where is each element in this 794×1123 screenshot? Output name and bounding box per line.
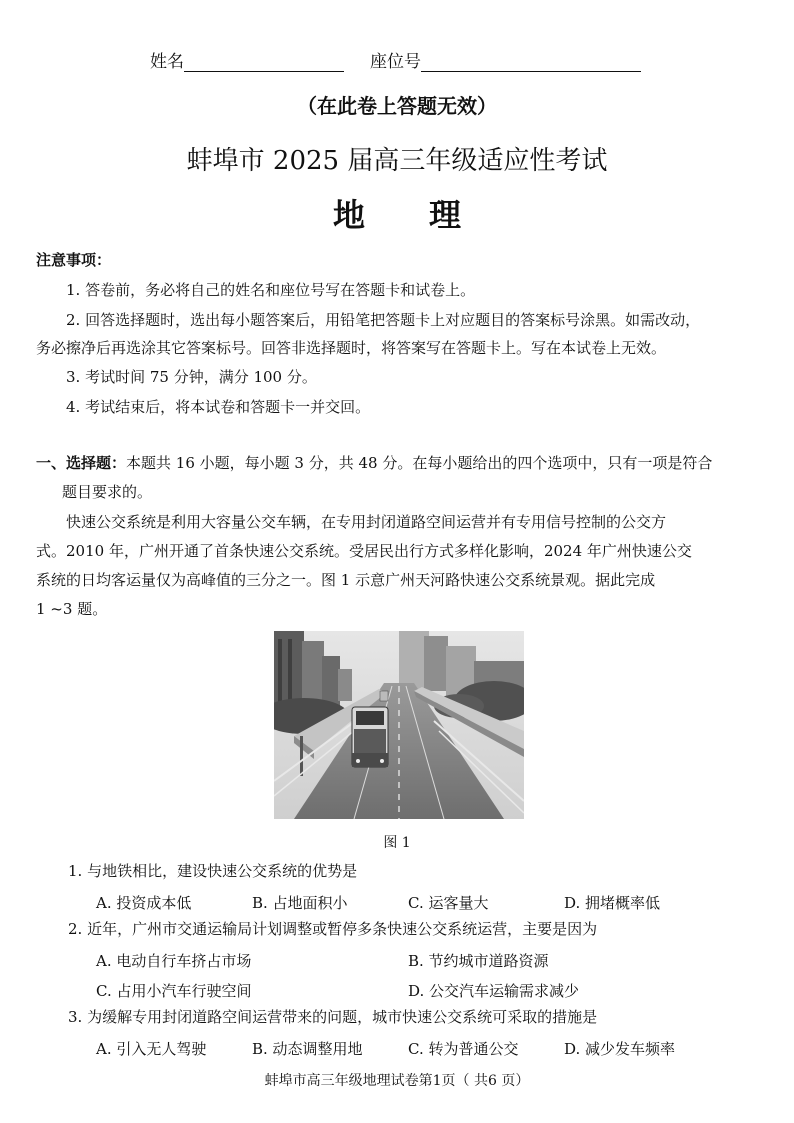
figure-caption: 图 1 bbox=[383, 835, 411, 851]
seat-blank bbox=[421, 53, 641, 72]
notice-item-2-cont: 务必擦净后再选涂其它答案标号。回答非选择题时，将答案写在答题卡上。写在本试卷上无效。 bbox=[36, 339, 667, 357]
question-1-stem: 1. 与地铁相比，建设快速公交系统的优势是 bbox=[68, 862, 358, 880]
q2-option-a: A. 电动自行车挤占市场 bbox=[96, 952, 252, 970]
seat-label: 座位号 bbox=[370, 52, 421, 72]
q3-option-b: B. 动态调整用地 bbox=[252, 1040, 363, 1058]
question-2-stem: 2. 近年，广州市交通运输局计划调整或暂停多条快速公交系统运营，主要是因为 bbox=[68, 920, 598, 938]
name-field bbox=[150, 47, 344, 72]
notice-item-4: 4. 考试结束后，将本试卷和答题卡一并交回。 bbox=[66, 398, 371, 416]
q1-option-c: C. 运客量大 bbox=[408, 894, 489, 912]
passage-line-1: 快速公交系统是利用大容量公交车辆，在专用封闭道路空间运营并有专用信号控制的公交方 bbox=[66, 513, 667, 531]
section-label: 一、选择题： bbox=[36, 454, 127, 472]
q2-option-d: D. 公交汽车运输需求减少 bbox=[408, 982, 580, 1000]
question-3-stem: 3. 为缓解专用封闭道路空间运营带来的问题，城市快速公交系统可采取的措施是 bbox=[68, 1008, 598, 1026]
brt-photo bbox=[274, 631, 524, 819]
name-label: 姓名 bbox=[150, 52, 184, 72]
q2-option-c: C. 占用小汽车行驶空间 bbox=[96, 982, 252, 1000]
name-blank bbox=[184, 53, 344, 72]
invalid-note: （在此卷上答题无效） bbox=[297, 94, 497, 118]
passage-line-3: 系统的日均客运量仅为高峰值的三分之一。图 1 示意广州天河路快速公交系统景观。据此完成 bbox=[36, 571, 656, 589]
q1-option-a: A. 投资成本低 bbox=[96, 894, 192, 912]
section-text-cont: 题目要求的。 bbox=[62, 483, 153, 501]
subject-title: 地 理 bbox=[332, 196, 461, 234]
notice-heading: 注意事项： bbox=[36, 251, 112, 269]
q3-option-a: A. 引入无人驾驶 bbox=[96, 1040, 207, 1058]
q3-option-d: D. 减少发车频率 bbox=[564, 1040, 676, 1058]
notice-item-3: 3. 考试时间 75 分钟，满分 100 分。 bbox=[66, 368, 317, 386]
q3-option-c: C. 转为普通公交 bbox=[408, 1040, 519, 1058]
passage-line-2: 式。2010 年，广州开通了首条快速公交系统。受居民出行方式多样化影响，2024 年广州快速公交 bbox=[36, 542, 692, 560]
passage-line-4: 1 ~3 题。 bbox=[36, 600, 108, 618]
seat-field bbox=[370, 47, 641, 72]
notice-item-2: 2. 回答选择题时，选出每小题答案后，用铅笔把答题卡上对应题目的答案标号涂黑。如需改动， bbox=[66, 311, 701, 329]
q2-option-b: B. 节约城市道路资源 bbox=[408, 952, 549, 970]
notice-item-1: 1. 答卷前，务必将自己的姓名和座位号写在答题卡和试卷上。 bbox=[66, 281, 476, 299]
page-footer: 蚌埠市高三年级地理试卷第1页（ 共6 页） bbox=[264, 1073, 530, 1089]
q1-option-d: D. 拥堵概率低 bbox=[564, 894, 661, 912]
q1-option-b: B. 占地面积小 bbox=[252, 894, 348, 912]
section-text: 本题共 16 小题，每小题 3 分，共 48 分。在每小题给出的四个选项中，只有一项是符合 bbox=[126, 454, 713, 472]
exam-title: 蚌埠市 2025 届高三年级适应性考试 bbox=[186, 146, 608, 176]
section-heading bbox=[36, 448, 712, 478]
